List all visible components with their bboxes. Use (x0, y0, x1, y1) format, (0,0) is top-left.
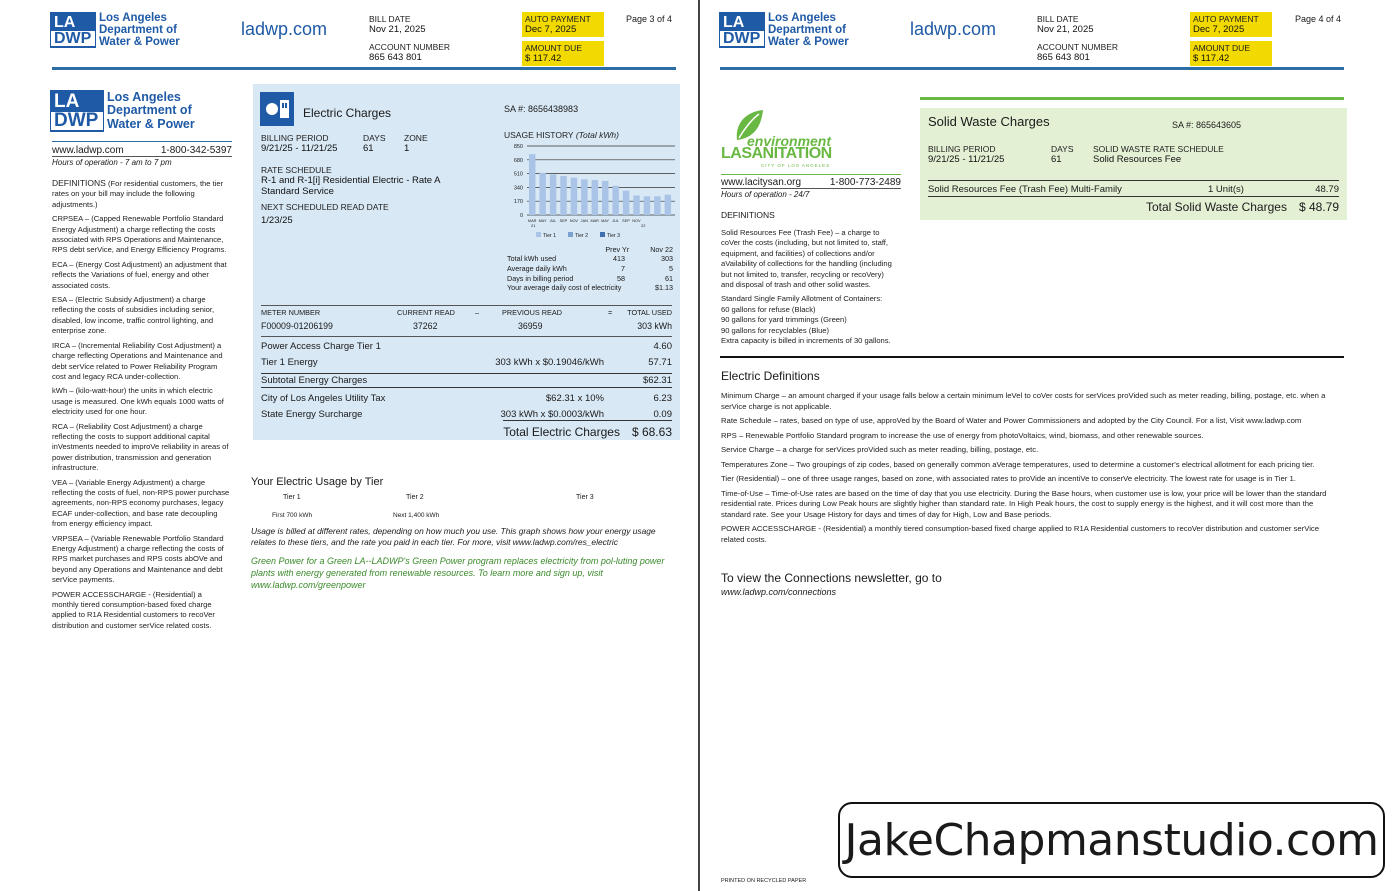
sw-total-row (1146, 200, 1339, 214)
newsletter-link[interactable]: www.ladwp.com/connections (721, 587, 837, 597)
logo-name2: Department of (768, 24, 846, 36)
chart-legend-swatch (600, 232, 605, 237)
allotment-item: Extra capacity is billed in increments of 30 gallons. (721, 336, 891, 346)
tax-row (261, 393, 672, 409)
tier-usage-note: Usage is billed at different rates, depending on how much you use. This graph shows how your energy usage relates to these tiers, and the rate you paid in each tier. For more, visit www.ladwp.com/res_electric (251, 526, 656, 547)
usage-stat-curr: 5 (669, 264, 673, 273)
definition-item (52, 478, 230, 530)
chart-bar-tier1 (602, 181, 608, 215)
la-sanitation-logo (721, 108, 841, 170)
chart-x-tick: JUL (549, 219, 557, 223)
sanitation-definitions (721, 210, 897, 346)
trash-fee-definition: Solid Resources Fee (Trash Fee) – a charge to coVer the costs (including, but not limited to, staff, equipment, and facilities) of collections and/or aVailability of collections for the handling (including but not limited to, transfer, recycling or recoVery) and disposal of trash and other solid wastes. (721, 228, 892, 290)
sanitation-logo-line2: LASANITATION (721, 145, 832, 162)
logo-dwp: DWP (51, 31, 95, 46)
stats-curr-header: Nov 22 (650, 245, 673, 254)
total-used-label: TOTAL USED (627, 308, 672, 317)
usage-stat-label: Your average daily cost of electricity (507, 283, 622, 293)
bill-date: Nov 21, 2025 (1037, 24, 1094, 35)
payment-block-p4 (1190, 12, 1272, 66)
definitions-rule (720, 356, 1344, 358)
sw-billing-period-value: 9/21/25 - 11/21/25 (928, 154, 1005, 165)
allotment-item: 90 gallons for recyclables (Blue) (721, 325, 830, 335)
sanitation-phone: 1-800-773-2489 (829, 177, 901, 188)
chart-bar-tier1 (612, 186, 618, 215)
meter-equals: = (608, 308, 613, 317)
account-number: 865 643 801 (369, 52, 422, 63)
sanitation-logo-line1: environment (747, 133, 832, 149)
electric-charges-panel (253, 84, 680, 440)
contact-hours: Hours of operation - 7 am to 7 pm (52, 156, 232, 168)
total-used: 303 kWh (637, 321, 672, 331)
chart-x-tick: MAY (538, 219, 547, 223)
watermark-text: JakeChapmanstudio.com (844, 814, 1379, 866)
logo-la: LA (54, 14, 76, 31)
chart-bar-tier1 (539, 173, 545, 215)
total-electric-row (503, 420, 672, 439)
sw-schedule-value: Solid Resources Fee (1093, 154, 1182, 165)
chart-bar-tier1 (665, 195, 671, 215)
zone-label: ZONE (404, 133, 428, 143)
recycled-note: PRINTED ON RECYCLED PAPER (721, 878, 807, 884)
previous-read-label: PREVIOUS READ (502, 308, 563, 317)
sw-fee-units: 1 Unit(s) (1208, 184, 1244, 195)
logo-la: LA (54, 91, 80, 112)
chart-x-tick: JUL (612, 219, 619, 223)
charge-row-detail: 303 kWh x $0.19046/kWh (495, 357, 604, 368)
account-label: ACCOUNT NUMBER (1037, 42, 1119, 52)
green-rule (920, 97, 1344, 100)
chart-y-tick: 340 (513, 185, 523, 192)
subtotal-amount: $62.31 (642, 375, 672, 386)
usage-stats (507, 245, 673, 293)
usage-history-chart (501, 142, 679, 238)
site-link-p4[interactable]: ladwp.com (910, 19, 997, 39)
stats-prev-header: Prev Yr (605, 245, 630, 254)
logo-la: LA (723, 14, 745, 31)
bill-date-label: BILL DATE (1037, 14, 1079, 24)
sw-total-amount: $ 48.79 (1298, 200, 1339, 214)
electric-definition-item: RPS – Renewable Portfolio Standard program to increase the use of energy from photoVoltaics, wind, biomass, and other renewable sources. (721, 430, 1204, 440)
logo-name3: Water & Power (768, 36, 849, 48)
page-number: Page 3 of 4 (626, 14, 673, 24)
chart-legend-label: Tier 3 (607, 233, 621, 238)
electric-definition-item: Rate Schedule – rates, based on type of use, approVed by the Board of Water and Power Commissioners and adopted by the City Council. For a list, Visit www.ladwp.com (721, 416, 1302, 425)
charge-row (261, 341, 672, 357)
definition-text: POWER ACCESSCHARGE - (Residential) a monthly tiered consumption-based fixed charge applied to R1A Residential customers to recoVer distribution and customer serVice related costs. (52, 589, 215, 630)
tier2-label: Tier 2 (406, 494, 424, 501)
logo-dwp: DWP (51, 112, 103, 130)
chart-year-label: 22 (641, 223, 646, 228)
meter-number: F00009-01206199 (261, 321, 333, 331)
chart-bar-tier1 (654, 196, 660, 215)
charges-list (261, 336, 672, 425)
chart-legend-swatch (568, 232, 573, 237)
logo-name2: Department of (107, 103, 192, 118)
sw-fee-amount: 48.79 (1315, 184, 1339, 195)
usage-stat-label: Average daily kWh (507, 264, 567, 273)
solid-waste-title: Solid Waste Charges (928, 114, 1050, 129)
sw-fee-row (928, 180, 1339, 197)
watermark-banner (838, 802, 1385, 878)
amount-due: $ 117.42 (525, 53, 562, 64)
next-read-label: NEXT SCHEDULED READ DATE (261, 202, 389, 212)
usage-stat-prev: 58 (617, 273, 625, 283)
electric-definition-item: POWER ACCESSCHARGE - (Residential) a monthly tiered consumption-based fixed charge applied to R1A Residential customers to recoVer distribution and customer serVice related costs. (721, 524, 1320, 544)
chart-bar-tier1 (581, 179, 587, 215)
days-value: 61 (363, 143, 374, 154)
sw-days (1051, 144, 1074, 165)
usage-stat-label: Days in billing period (507, 273, 574, 283)
contact-web[interactable]: www.ladwp.com (52, 145, 124, 156)
tax-row-detail: $62.31 x 10% (545, 393, 604, 404)
zone (404, 133, 428, 154)
bill-date: Nov 21, 2025 (369, 24, 426, 35)
chart-x-tick: MAR (590, 219, 599, 223)
charge-row (261, 357, 672, 373)
electric-definitions (721, 369, 1341, 597)
electric-definition-item: Time-of-Use – Time-of-Use rates are based on the time of day that you use electricity. During the Base hours, when customer use is low, your price will be lower than the standard residential rate. Prices during Low Peak hours are slightly higher than standard rate. In High Peak hours, the cost to supply energy is the highest, and it will cost more than the standard rate. See your Usage History for days and times of day for High, Low and Base periods. (721, 488, 1327, 519)
logo-name1: Los Angeles (768, 12, 836, 24)
ladwp-logo (50, 12, 180, 48)
tax-row-label: City of Los Angeles Utility Tax (261, 393, 386, 404)
rate-line2: Standard Service (261, 186, 334, 197)
definition-text: CRPSEA – (Capped Renewable Portfolio Standard Energy Adjustment) a charge reflecting the costs associated with RPS Operations and Maintenance, RPS debt serVice, and Energy Efficiency Programs. (52, 214, 227, 255)
chart-legend-label: Tier 2 (575, 233, 589, 238)
amount-due-label: AMOUNT DUE (1193, 43, 1250, 53)
solid-waste-panel (920, 108, 1347, 220)
auto-pay-date: Dec 7, 2025 (1193, 24, 1245, 35)
tax-row-amount: 0.09 (653, 409, 672, 420)
sw-billing-period (928, 144, 1004, 165)
chart-bar-tier1 (529, 154, 535, 215)
zone-value: 1 (404, 143, 410, 154)
solid-waste-sa: SA #: 865643605 (1172, 120, 1242, 130)
logo-name3: Water & Power (107, 116, 195, 131)
chart-bar-tier1 (571, 178, 577, 215)
definition-item (52, 341, 230, 383)
chart-year-label: 21 (531, 223, 536, 228)
definition-text: VEA – (Variable Energy Adjustment) a charge reflecting the costs of fuel, non-RPS power purchase agreements, non-RPS economy purchases, legacy ECAF under-collection, and base rate decoupling from energy efficiency impact. (52, 477, 230, 529)
next-read-date: 1/23/25 (261, 215, 293, 226)
logo-dwp: DWP (720, 31, 764, 46)
definition-item (52, 295, 230, 337)
logo-name3: Water & Power (99, 36, 180, 48)
usage-stat-curr: 303 (661, 254, 673, 264)
usage-stat-label: Total kWh used (507, 254, 557, 264)
electric-definition-item: Temperatures Zone – Two groupings of zip codes, based on generally common aVerage temperatures, used to determine a customer's electrical allotment for each pricing tier. (721, 459, 1315, 469)
usage-stat-row (507, 264, 673, 274)
definition-item (52, 386, 230, 417)
billing-period-value: 9/21/25 - 11/21/25 (261, 143, 338, 154)
definition-item (52, 590, 230, 632)
usage-stat-row (507, 254, 673, 264)
meter-minus: – (475, 308, 480, 317)
allotment-item: 60 gallons for refuse (Black) (721, 304, 816, 314)
charge-row-amount: 4.60 (653, 341, 672, 352)
usage-stat-prev: 7 (621, 264, 625, 273)
usage-stat-row (507, 283, 673, 293)
sanitation-hours: Hours of operation - 24/7 (721, 188, 901, 200)
chart-bar-tier1 (644, 196, 650, 215)
definitions-title: DEFINITIONS (721, 210, 775, 220)
sanitation-web[interactable]: www.lacitysan.org (721, 177, 802, 188)
chart-x-tick: NOV (632, 219, 641, 223)
meter-header (261, 305, 672, 333)
site-link[interactable]: ladwp.com (241, 19, 328, 39)
sw-schedule (1093, 144, 1224, 165)
electric-sa-number: SA #: 8656438983 (504, 104, 579, 114)
tier-usage-title: Your Electric Usage by Tier (251, 476, 384, 488)
payment-block (522, 12, 604, 66)
chart-legend-swatch (536, 232, 541, 237)
sw-fee-label: Solid Resources Fee (Trash Fee) Multi-Family (928, 184, 1122, 195)
days (363, 133, 386, 154)
auto-pay-date: Dec 7, 2025 (525, 24, 577, 35)
definition-text: ESA – (Electric Subsidy Adjustment) a charge reflecting the costs of subsidies including senior, disabled, low income, traffic control lighting, and enterprise zone. (52, 295, 215, 336)
definition-text: ECA – (Energy Cost Adjustment) an adjustment that reflects the Variations of fuel, energy and other associated costs. (52, 259, 227, 290)
definitions-list (52, 178, 230, 635)
chart-y-tick: 170 (513, 199, 523, 206)
logo-name2: Department of (99, 24, 177, 36)
subtotal-row (261, 373, 672, 388)
usage-history-unit: (Total kWh) (575, 130, 619, 140)
ladwp-logo-p4 (719, 12, 849, 48)
page-number-p4: Page 4 of 4 (1295, 14, 1342, 24)
usage-history-title (504, 130, 619, 140)
tier1-limit: First 700 kWh (272, 512, 313, 519)
chart-x-tick: MAR (527, 219, 537, 223)
usage-stat-prev: 413 (613, 254, 625, 264)
definition-text: kWh – (kilo-watt-hour) the units in which electric usage is measured. One kWh equals 1000 watts of electricity used for one hour. (52, 386, 224, 417)
account-number: 865 643 801 (1037, 52, 1090, 63)
electric-definitions-title: Electric Definitions (721, 369, 820, 383)
chart-bar-tier1 (592, 180, 598, 215)
bill-date-label: BILL DATE (369, 14, 411, 24)
chart-bar-tier1 (560, 176, 566, 215)
definition-text: RCA – (Reliability Cost Adjustment) a charge reflecting the costs to support additional capital inVestments needed to improVe reliability in areas of power distribution, transmission and generation infrastructure. (52, 421, 229, 473)
billing-period-label: BILLING PERIOD (261, 133, 329, 143)
auto-pay-label: AUTO PAYMENT (525, 14, 591, 24)
definition-item (52, 214, 230, 256)
bill-date-block (369, 14, 450, 63)
sw-billing-period-label: BILLING PERIOD (928, 144, 996, 154)
contact-phone: 1-800-342-5397 (160, 145, 232, 156)
chart-y-tick: 510 (513, 171, 523, 178)
tier2-limit: Next 1,400 kWh (393, 512, 440, 519)
chart-bar-tier1 (550, 174, 556, 215)
sw-days-value: 61 (1051, 154, 1062, 165)
tier-usage-section (251, 476, 676, 591)
definition-item (52, 178, 230, 210)
allotment-item: 90 gallons for yard trimmings (Green) (721, 315, 847, 325)
electric-title: Electric Charges (303, 106, 392, 120)
amount-due-label: AMOUNT DUE (525, 43, 582, 53)
definition-item (52, 534, 230, 586)
total-electric-amount: $ 68.63 (631, 425, 672, 439)
usage-history-label: USAGE HISTORY (504, 130, 576, 140)
chart-legend-label: Tier 1 (543, 233, 557, 238)
electric-definition-item: Service Charge – a charge for serVices proVided such as meter reading, billing, postage, etc. (721, 445, 1039, 454)
sanitation-contact (721, 174, 901, 200)
electric-definition-item: Minimum Charge – an amount charged if your usage falls below a certain minimum leVel to coVer costs for serVices proVided such as meter reading, billing, postage, etc. when a serVice charge is not applicable. (721, 391, 1326, 411)
tax-row-amount: 6.23 (653, 393, 672, 404)
chart-x-tick: SEP (622, 219, 630, 223)
billing-period (261, 133, 337, 154)
account-label: ACCOUNT NUMBER (369, 42, 451, 52)
chart-x-tick: NOV (569, 219, 578, 223)
sw-days-label: DAYS (1051, 144, 1074, 154)
page-divider (698, 0, 700, 891)
auto-pay-label: AUTO PAYMENT (1193, 14, 1259, 24)
electric-plug-icon (260, 92, 294, 126)
charge-row-label: Power Access Charge Tier 1 (261, 341, 381, 352)
charge-row-amount: 57.71 (648, 357, 672, 368)
definition-text: IRCA – (Incremental Reliability Cost Adjustment) a charge reflecting Operations and Maintenance and debt serVice related to Power Reliability Program cost and legacy RCA under-collection. (52, 340, 223, 381)
definition-text: (For residential customers, the tier rates on your bill may include the following adjustments.) (52, 179, 224, 209)
charge-row-label: Tier 1 Energy (261, 357, 318, 368)
sw-schedule-label: SOLID WASTE RATE SCHEDULE (1093, 144, 1224, 154)
sanitation-logo-sub: CITY OF LOS ANGELES (761, 163, 831, 168)
allotment-title: Standard Single Family Allotment of Containers: (721, 294, 883, 304)
definition-text: VRPSEA – (Variable Renewable Portfolio Standard Energy Adjustment) a charge reflecting the costs of RPS market purchases and RPS costs abOVe and beyond any Operations and Maintenance and debt serVice payments. (52, 533, 224, 585)
green-power-promo: Green Power for a Green LA--LADWP's Green Power program replaces electricity from pol-luting power plants with energy generated from renewable resources. To learn more and sign up, visit www.ladwp.com/greenpower (251, 556, 665, 590)
subtotal-label: Subtotal Energy Charges (261, 375, 368, 386)
chart-bar-tier1 (633, 196, 639, 215)
chart-x-tick: JAN (580, 219, 588, 223)
usage-stat-curr: $1.13 (655, 283, 673, 293)
meter-number-label: METER NUMBER (261, 308, 321, 317)
logo-name1: Los Angeles (99, 12, 167, 24)
tier1-label: Tier 1 (283, 494, 301, 501)
header-rule (52, 67, 676, 70)
definition-item (52, 260, 230, 291)
ladwp-logo-secondary (50, 90, 195, 132)
sw-total-label: Total Solid Waste Charges (1146, 200, 1287, 214)
chart-y-tick: 850 (513, 144, 523, 150)
contact-block (52, 141, 232, 168)
header-rule-p4 (720, 67, 1344, 70)
current-read: 37262 (413, 321, 438, 331)
chart-y-tick: 0 (519, 213, 523, 219)
tax-row-detail: 303 kWh x $0.0003/kWh (500, 409, 604, 420)
total-electric-label: Total Electric Charges (503, 425, 620, 439)
bill-date-block-p4 (1037, 14, 1118, 63)
tier3-label: Tier 3 (576, 494, 594, 501)
usage-stat-curr: 61 (665, 273, 673, 283)
previous-read: 36959 (518, 321, 543, 331)
current-read-label: CURRENT READ (397, 308, 455, 317)
tax-row-label: State Energy Surcharge (261, 409, 363, 420)
amount-due: $ 117.42 (1193, 53, 1230, 64)
usage-stat-row (507, 274, 673, 284)
rate-schedule (261, 165, 441, 226)
logo-name1: Los Angeles (107, 89, 181, 104)
chart-bar-tier1 (623, 191, 629, 215)
days-label: DAYS (363, 133, 386, 143)
electric-definition-item: Tier (Residential) – one of three usage ranges, based on zone, with associated rates to proVide an incentiVe to conserVe electricity. The lowest rate for usage is in Tier 1. (721, 474, 1296, 483)
rate-label: RATE SCHEDULE (261, 165, 332, 175)
rate-line1: R-1 and R-1[i] Residential Electric - Rate A (261, 175, 441, 186)
chart-x-tick: MAY (601, 219, 610, 223)
definition-item (52, 422, 230, 474)
chart-y-tick: 680 (513, 157, 523, 164)
definition-heading: DEFINITIONS (52, 178, 106, 188)
chart-x-tick: SEP (559, 219, 568, 223)
newsletter-text: To view the Connections newsletter, go to (721, 571, 942, 585)
